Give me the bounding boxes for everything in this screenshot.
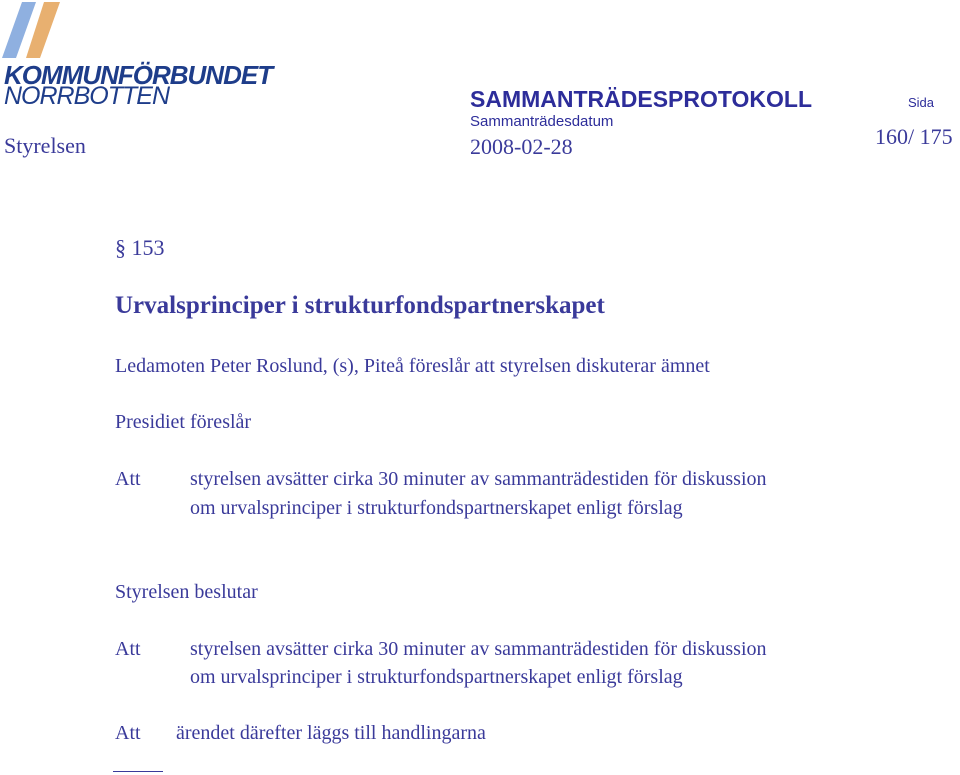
decision1-label: Att [115,638,141,660]
decision1-line-1: styrelsen avsätter cirka 30 minuter av sammanträdestiden för diskussion [190,638,767,660]
proposal-label: Att [115,468,141,490]
decision2-label: Att [115,722,141,744]
proposal-line-1: styrelsen avsätter cirka 30 minuter av sammanträdestiden för diskussion [190,468,767,490]
date-label: Sammanträdesdatum [470,113,614,130]
logo-stripes-icon [2,2,72,66]
decision1-line-2: om urvalsprinciper i strukturfondspartnerskapet enligt förslag [190,666,683,688]
decision-heading: Styrelsen beslutar [115,581,258,603]
logo-text-line2: NORRBOTTEN [4,82,169,110]
intro-text: Ledamoten Peter Roslund, (s), Piteå föreslår att styrelsen diskuterar ämnet [115,355,710,377]
document-type: SAMMANTRÄDESPROTOKOLL [470,86,813,112]
decision2-text: ärendet därefter läggs till handlingarna [176,722,486,744]
presidium-heading: Presidiet föreslår [115,411,252,433]
board-name: Styrelsen [4,133,86,158]
meeting-date: 2008-02-28 [470,134,573,159]
page-number: 160/ 175 [875,124,953,149]
item-title: Urvalsprinciper i strukturfondspartnerskapet [115,292,605,319]
page-label: Sida [908,95,935,110]
logo-text-line1: KOMMUNFÖRBUNDET [4,60,273,90]
proposal-line-2: om urvalsprinciper i strukturfondspartnerskapet enligt förslag [190,497,683,519]
section-number: § 153 [115,235,165,260]
signature-underline [113,771,163,772]
